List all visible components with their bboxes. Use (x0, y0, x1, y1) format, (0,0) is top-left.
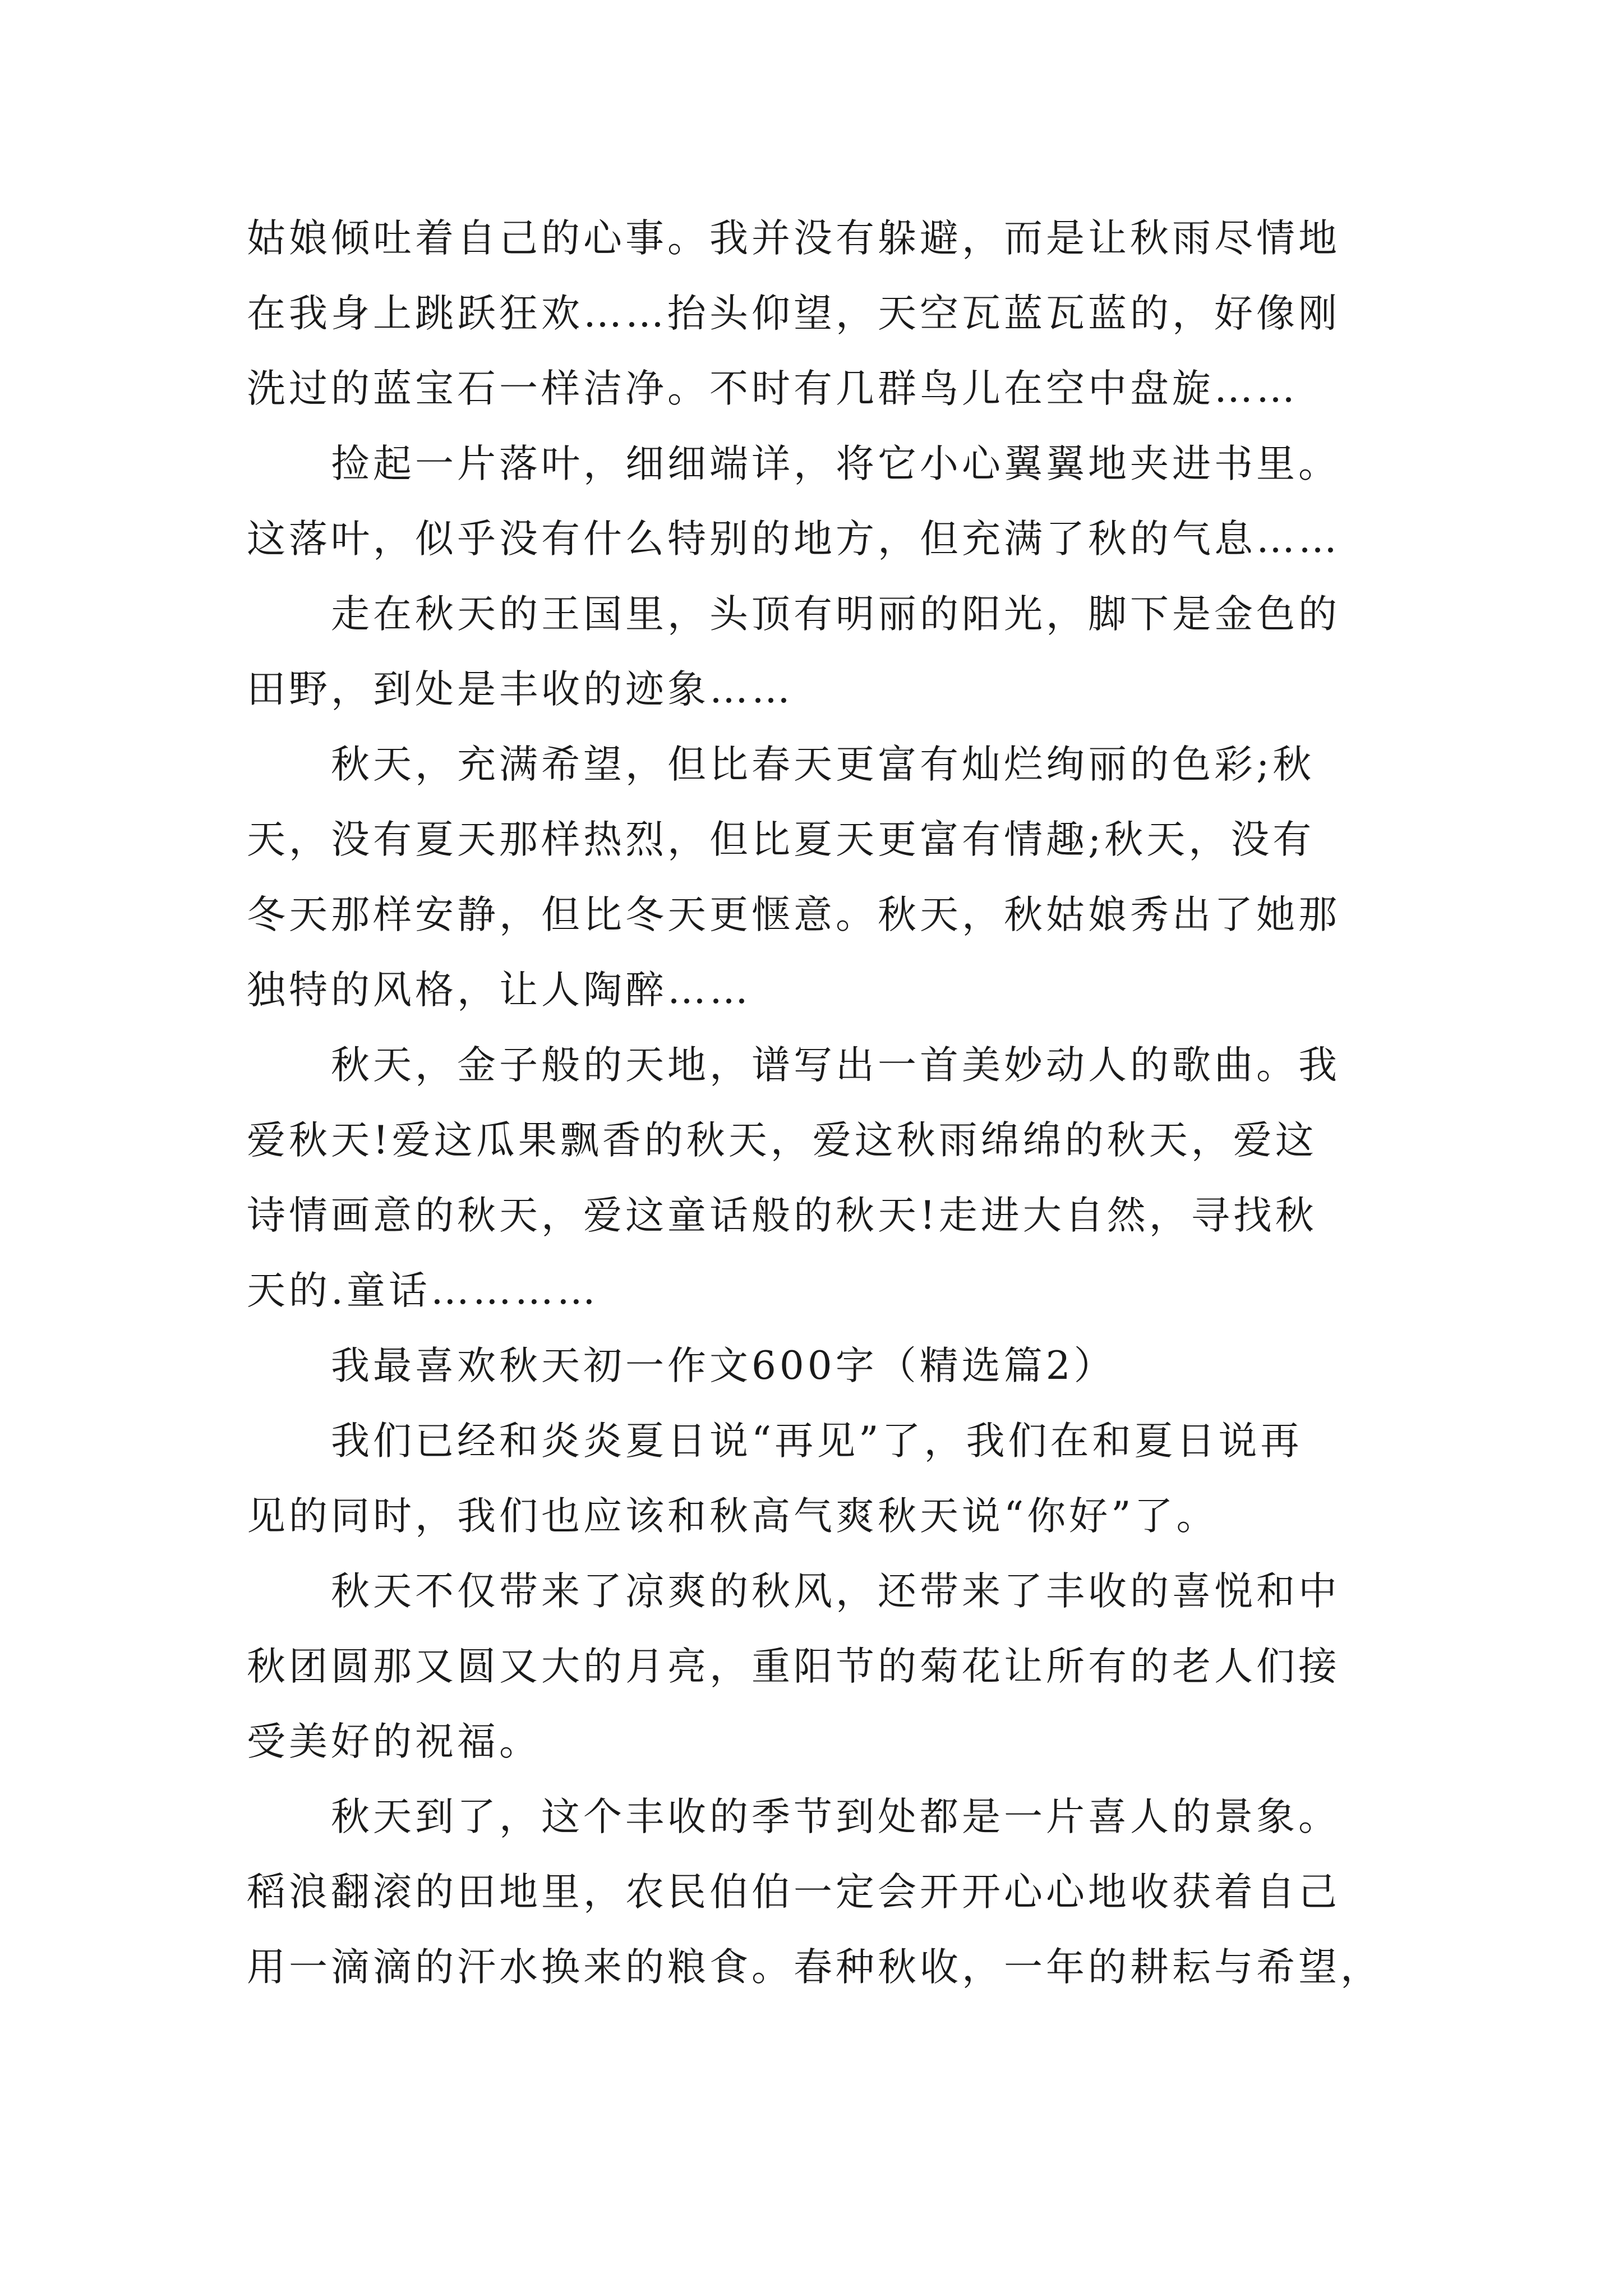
text-line: 天的.童话………… (247, 1268, 599, 1313)
text-line: 在我身上跳跃狂欢……抬头仰望，天空瓦蓝瓦蓝的，好像刚 (247, 291, 1340, 336)
text-line: 我们已经和炎炎夏日说“再见”了，我们在和夏日说再 (247, 1419, 1303, 1464)
text-line: 冬天那样安静，但比冬天更惬意。秋天，秋姑娘秀出了她那 (247, 892, 1340, 937)
text-line: 秋天不仅带来了凉爽的秋风，还带来了丰收的喜悦和中 (247, 1569, 1340, 1614)
text-line: 独特的风格，让人陶醉…… (247, 968, 751, 1013)
text-line: 洗过的蓝宝石一样洁净。不时有几群鸟儿在空中盘旋…… (247, 366, 1298, 411)
text-line: 爱秋天!爱这瓜果飘香的秋天，爱这秋雨绵绵的秋天，爱这 (247, 1118, 1317, 1163)
text-line: 姑娘倾吐着自己的心事。我并没有躲避，而是让秋雨尽情地 (247, 216, 1340, 261)
text-line: 稻浪翻滚的田地里，农民伯伯一定会开开心心地收获着自己 (247, 1870, 1340, 1915)
text-line: 走在秋天的王国里，头顶有明丽的阳光，脚下是金色的 (247, 592, 1340, 637)
text-line: 天，没有夏天那样热烈，但比夏天更富有情趣;秋天，没有 (247, 817, 1315, 862)
text-line: 见的同时，我们也应该和秋高气爽秋天说“你好”了。 (247, 1494, 1219, 1539)
document-page (247, 201, 1391, 2005)
text-line: 秋天，金子般的天地，谱写出一首美妙动人的歌曲。我 (247, 1043, 1340, 1088)
text-line: 用一滴滴的汗水换来的粮食。春种秋收，一年的耕耘与希望， (247, 1945, 1382, 1990)
text-line: 秋团圆那又圆又大的月亮，重阳节的菊花让所有的老人们接 (247, 1644, 1340, 1689)
text-line: 受美好的祝福。 (247, 1719, 541, 1764)
text-line: 秋天，充满希望，但比春天更富有灿烂绚丽的色彩;秋 (247, 742, 1315, 787)
text-line: 捡起一片落叶，细细端详，将它小心翼翼地夹进书里。 (247, 441, 1340, 486)
section-heading: 我最喜欢秋天初一作文600字（精选篇2） (247, 1343, 1116, 1388)
text-line: 秋天到了，这个丰收的季节到处都是一片喜人的景象。 (247, 1795, 1340, 1839)
text-line: 田野，到处是丰收的迹象…… (247, 667, 794, 712)
text-line: 诗情画意的秋天，爱这童话般的秋天!走进大自然，寻找秋 (247, 1193, 1317, 1238)
text-line: 这落叶，似乎没有什么特别的地方，但充满了秋的气息…… (247, 517, 1340, 562)
